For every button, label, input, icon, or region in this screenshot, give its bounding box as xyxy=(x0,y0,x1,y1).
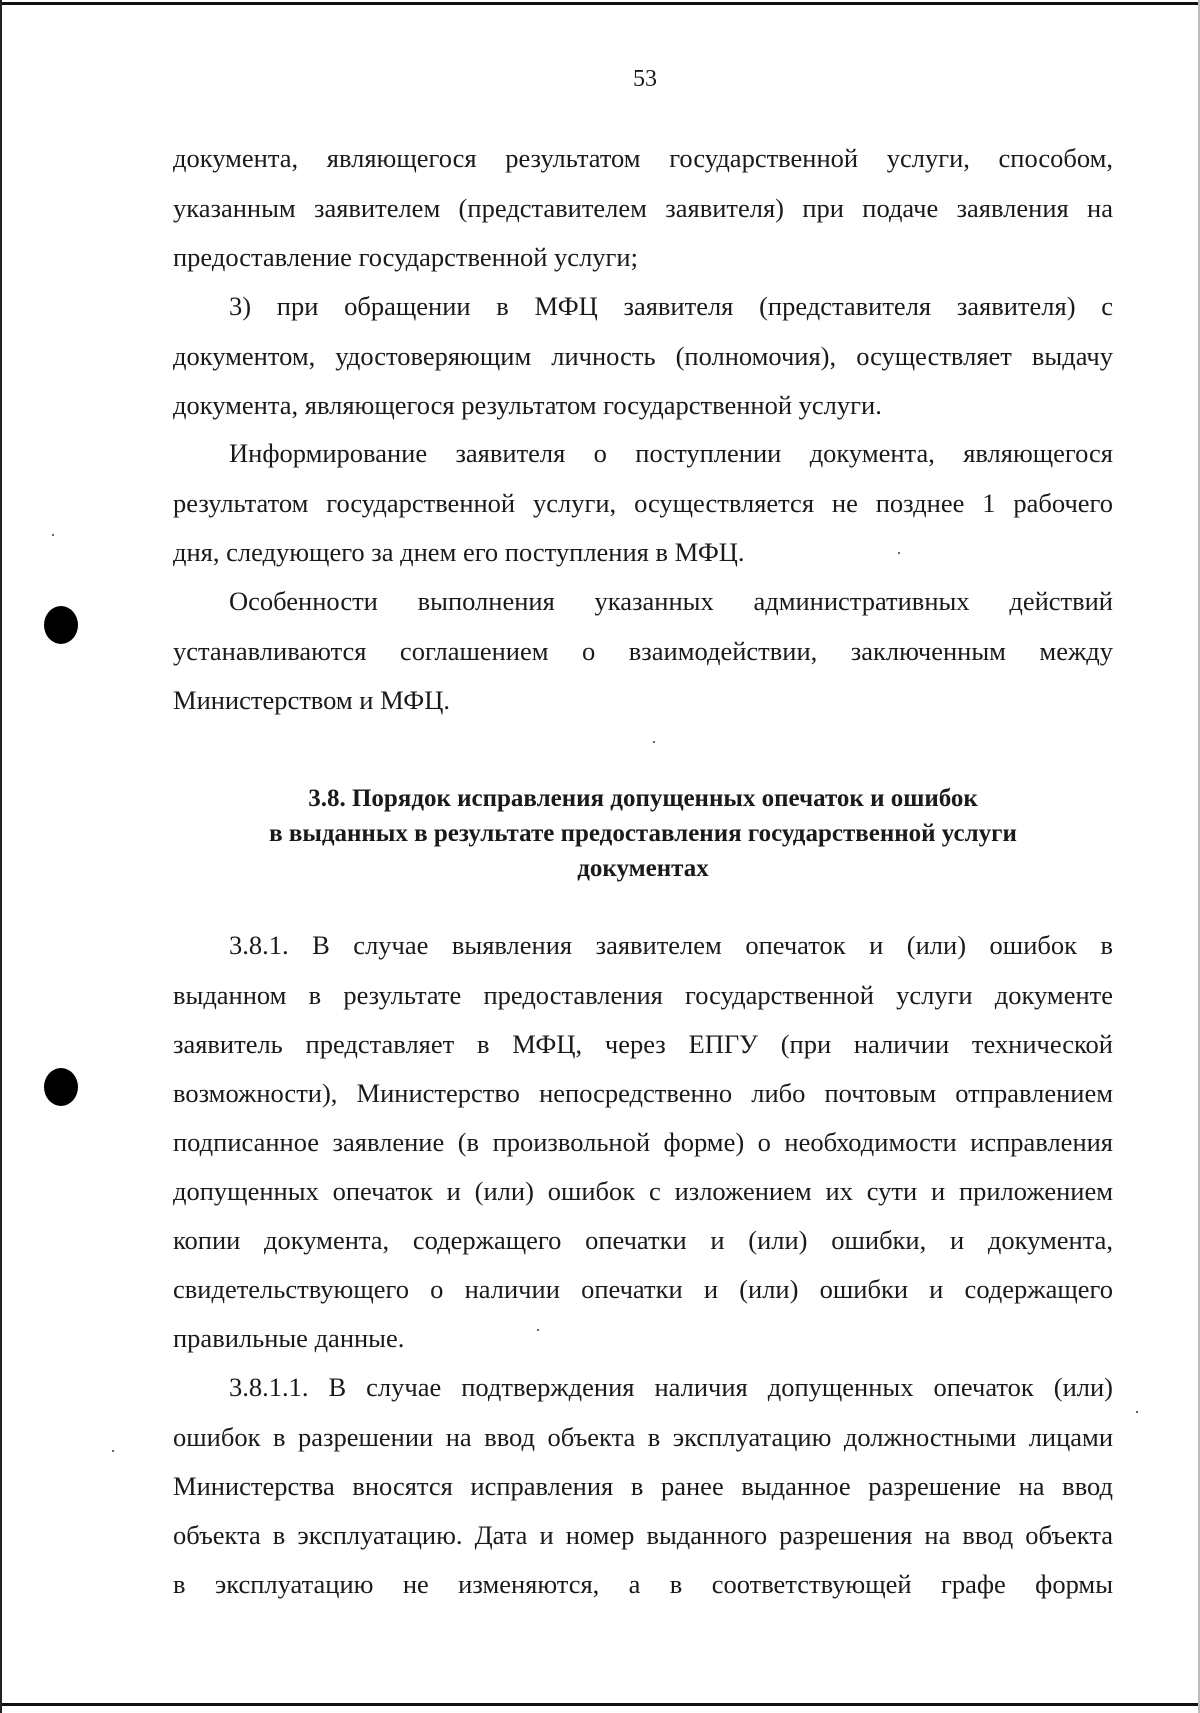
text-line: устанавливаются соглашением о взаимодействии, заключенным между xyxy=(173,636,1113,666)
page-number: 53 xyxy=(633,66,657,92)
scan-speck xyxy=(112,1450,114,1452)
text-line: Информирование заявителя о поступлении документа, являющегося xyxy=(229,438,1113,468)
text-line: копии документа, содержащего опечатки и (или) ошибки, и документа, xyxy=(173,1225,1113,1255)
scan-edge-left xyxy=(0,0,2,1713)
text-line: результатом государственной услуги, осуществляется не позднее 1 рабочего xyxy=(173,488,1113,518)
text-line: ошибок в разрешении на ввод объекта в эксплуатацию должностными лицами xyxy=(173,1422,1113,1452)
text-line: дня, следующего за днем его поступления в МФЦ. xyxy=(173,537,745,567)
text-line: Особенности выполнения указанных административных действий xyxy=(229,586,1113,616)
text-line: заявитель представляет в МФЦ, через ЕПГУ (при наличии технической xyxy=(173,1029,1113,1059)
text-line: 3) при обращении в МФЦ заявителя (представителя заявителя) с xyxy=(229,291,1113,321)
text-line: возможности), Министерство непосредственно либо почтовым отправлением xyxy=(173,1078,1113,1108)
text-line: выданном в результате предоставления государственной услуги документе xyxy=(173,980,1113,1010)
section-heading-line: документах xyxy=(577,855,709,882)
section-heading-line: 3.8. Порядок исправления допущенных опечаток и ошибок xyxy=(308,785,978,812)
text-line: 3.8.1. В случае выявления заявителем опечаток и (или) ошибок в xyxy=(229,930,1113,960)
section-heading-line: в выданных в результате предоставления государственной услуги xyxy=(269,820,1017,847)
text-line: Министерства вносятся исправления в ранее выданное разрешение на ввод xyxy=(173,1471,1113,1501)
text-line: 3.8.1.1. В случае подтверждения наличия допущенных опечаток (или) xyxy=(229,1372,1113,1402)
text-line: допущенных опечаток и (или) ошибок с изложением их сути и приложением xyxy=(173,1176,1113,1206)
scan-border-bottom xyxy=(0,1703,1200,1706)
scan-border-top xyxy=(0,2,1200,5)
text-line: Министерством и МФЦ. xyxy=(173,685,450,715)
text-line: предоставление государственной услуги; xyxy=(173,242,638,272)
text-line: документом, удостоверяющим личность (полномочия), осуществляет выдачу xyxy=(173,341,1113,371)
punch-hole-mark xyxy=(44,606,78,644)
scan-speck xyxy=(653,741,655,743)
text-line: документа, являющегося результатом государственной услуги, способом, xyxy=(173,143,1113,173)
scan-speck xyxy=(52,534,54,536)
text-line: объекта в эксплуатацию. Дата и номер выданного разрешения на ввод объекта xyxy=(173,1520,1113,1550)
text-line: свидетельствующего о наличии опечатки и (или) ошибки и содержащего xyxy=(173,1274,1113,1304)
text-line: в эксплуатацию не изменяются, а в соответствующей графе формы xyxy=(173,1569,1113,1599)
text-line: документа, являющегося результатом государственной услуги. xyxy=(173,390,882,420)
text-line: указанным заявителем (представителем заявителя) при подаче заявления на xyxy=(173,193,1113,223)
text-line: подписанное заявление (в произвольной форме) о необходимости исправления xyxy=(173,1127,1113,1157)
scan-speck xyxy=(1136,1411,1138,1413)
punch-hole-mark xyxy=(44,1068,78,1106)
text-line: правильные данные. xyxy=(173,1323,405,1353)
